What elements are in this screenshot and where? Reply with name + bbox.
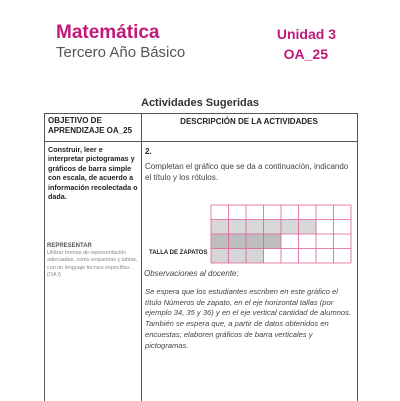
filled-cell bbox=[211, 220, 229, 235]
oa-label: OA_25 bbox=[283, 46, 328, 62]
objective-column-header: OBJETIVO DE APRENDIZAJE OA_25 bbox=[48, 116, 133, 135]
activity-number: 2. bbox=[145, 147, 152, 156]
filled-cell bbox=[229, 220, 247, 235]
filled-cell bbox=[229, 249, 247, 264]
objective-text: Construir, leer e interpretar pictogramas y gráficos de barra simple con escala, de acuerdo a información recolectada o dada. bbox=[48, 145, 138, 202]
section-title: Actividades Sugeridas bbox=[141, 97, 259, 109]
grade-title: Tercero Año Básico bbox=[56, 44, 186, 61]
activities-table bbox=[44, 113, 358, 401]
column-divider bbox=[141, 114, 142, 401]
table-header-row bbox=[45, 114, 357, 142]
represent-text: Utilizar formas de representación adecuadas, como esquemas y tablas, con un lenguaje técnico específico. (OA l) bbox=[47, 250, 138, 279]
activity-instruction: Completan el gráfico que se da a continuación, indicando el título y los rótulos. bbox=[145, 162, 349, 182]
observations-title: Observaciones al docente: bbox=[144, 269, 239, 278]
unit-label: Unidad 3 bbox=[276, 26, 336, 42]
filled-cell bbox=[211, 234, 229, 249]
observations-text: Se espera que los estudiantes escriben en este gráfico el título Números de zapato, en el eje horizontal tallas (por ejemplo 34, 35 y 36) y en el eje vertical cantidad de alumnos. También se espera que, a partir de datos obtenidos en encuestas; elaboren gráficos de barra verticales y pictogramas. bbox=[145, 287, 351, 350]
filled-cell bbox=[246, 249, 264, 264]
subject-title: Matemática bbox=[56, 22, 160, 43]
bar-chart-grid bbox=[210, 204, 352, 264]
filled-cell bbox=[264, 234, 282, 249]
filled-cell bbox=[299, 220, 317, 235]
description-column-header: DESCRIPCIÓN DE LA ACTIVIDADES bbox=[180, 117, 318, 126]
document-header bbox=[56, 22, 350, 66]
represent-title: REPRESENTAR bbox=[47, 243, 92, 249]
filled-cell bbox=[246, 220, 264, 235]
filled-cell bbox=[229, 234, 247, 249]
filled-cell bbox=[246, 234, 264, 249]
filled-cell bbox=[281, 220, 299, 235]
filled-cell bbox=[264, 220, 282, 235]
filled-cell bbox=[211, 249, 229, 264]
chart-axis-label: TALLA DE ZAPATOS bbox=[149, 250, 208, 256]
